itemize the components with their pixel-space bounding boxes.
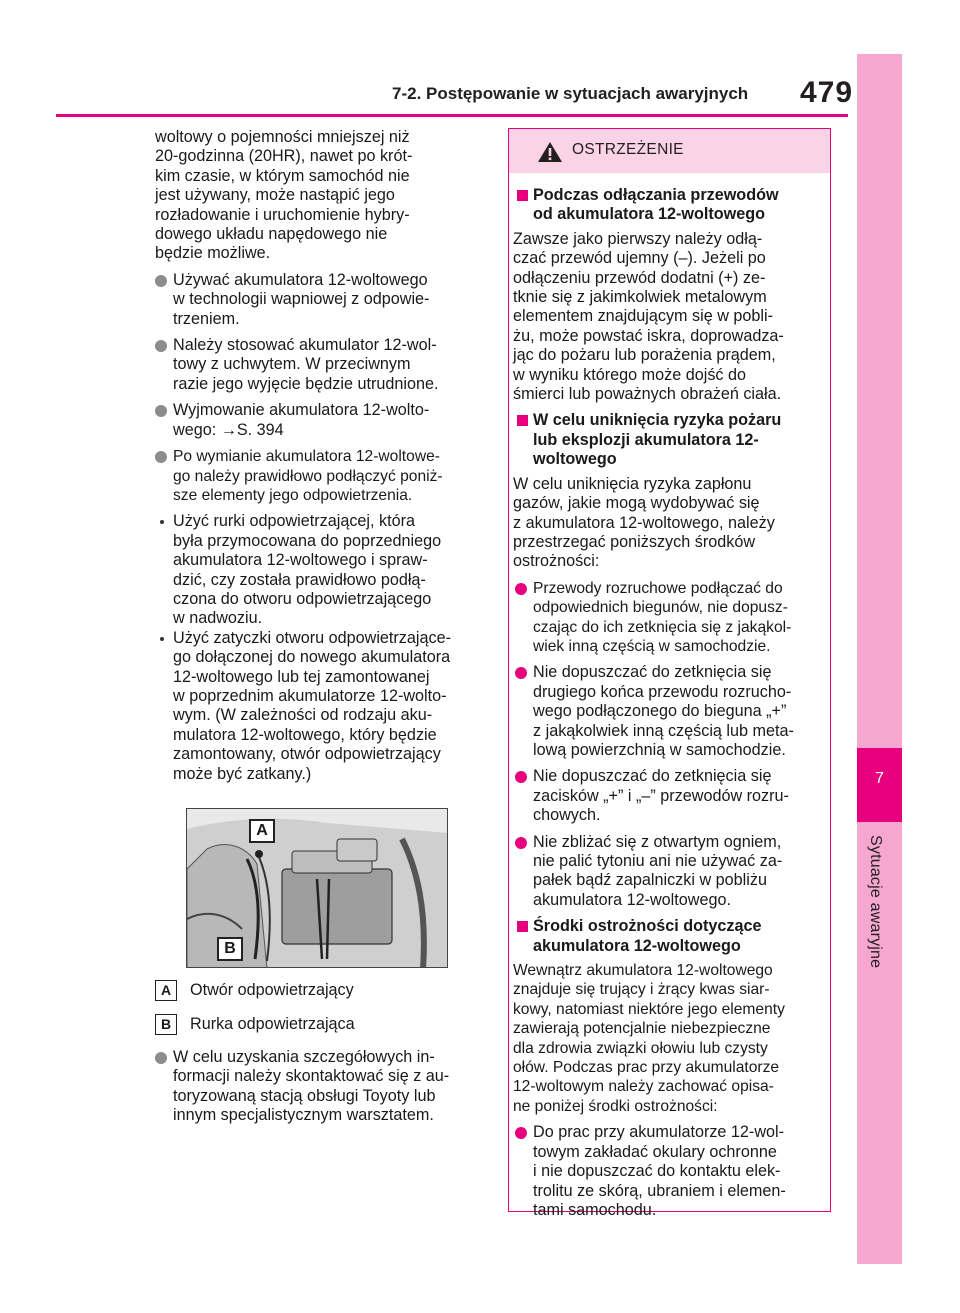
text-line: czona do otworu odpowietrzającego (173, 589, 432, 608)
text-line: zacisków „+” i „–” przewodów rozru- (533, 786, 789, 805)
text-line: Zawsze jako pierwszy należy odłą- (513, 229, 763, 248)
warning-paragraph (513, 961, 826, 1116)
sub-bullet-item (155, 512, 480, 628)
small-bullet-icon (160, 637, 164, 641)
text-line: trzeniem. (173, 309, 240, 328)
text-line: w nadwoziu. (173, 609, 263, 628)
warning-body (509, 173, 830, 1220)
bullet-dot-icon (155, 275, 167, 287)
text-line: 12-woltowego lub tej zamontowanej (173, 667, 430, 686)
text-line: W celu uniknięcia ryzyka zapłonu (513, 474, 752, 493)
warning-bullet (513, 767, 826, 825)
warning-bullet (513, 833, 826, 911)
text-line: go należy prawidłowo podłączyć poniż- (173, 467, 443, 485)
text-line: może być zatkany.) (173, 764, 312, 783)
text-line: ołów. Podczas prac przy akumulatorze (513, 1059, 780, 1077)
text-line: czać przewód ujemny (–). Jeżeli po (513, 249, 766, 268)
bullet-item (155, 401, 480, 440)
warning-triangle-icon (537, 141, 563, 163)
left-column (155, 128, 480, 1133)
text-line: toryzowaną stacją obsługi Toyoty lub (173, 1086, 436, 1105)
text-line: Nie dopuszczać do zetknięcia się (533, 767, 772, 786)
text-line: Użyć rurki odpowietrzającej, która (173, 512, 415, 531)
text-line: W celu uniknięcia ryzyka pożaru (533, 411, 782, 430)
text-line: dowego układu napędowego nie (155, 225, 388, 244)
bullet-dot-icon (155, 405, 167, 417)
section-square-icon (517, 921, 528, 932)
text-line: odpowiednich biegunów, nie dopusz- (533, 599, 788, 617)
text-line: lową powierzchnią w samochodzie. (533, 740, 786, 759)
header-rule (56, 114, 848, 117)
bullet-item (155, 447, 480, 505)
text-line: wym. (W zależności od rodzaju aku- (173, 706, 433, 725)
callout-label-a: A (249, 819, 275, 843)
text-line: akumulatora 12-woltowego. (533, 890, 731, 909)
text-line: akumulatora 12-woltowego i spraw- (173, 551, 428, 570)
cross-reference-link[interactable]: wego: →S. 394 (173, 420, 284, 439)
section-square-icon (517, 415, 528, 426)
legend-item (155, 1014, 480, 1038)
legend-item (155, 980, 480, 1004)
warning-bullet (513, 663, 826, 760)
warning-section-heading (513, 917, 826, 956)
text-line: trolitu ze skórą, ubraniem i elemen- (533, 1181, 786, 1200)
text-line: sze elementy jego odpowietrzenia. (173, 486, 413, 504)
text-line: Wyjmowanie akumulatora 12-wolto- (173, 401, 430, 420)
text-line: czając do ich zetknięcia się z jakąkol- (533, 618, 792, 636)
intro-paragraph (155, 128, 480, 264)
text-line: elementem znajdującym się w pobli- (513, 307, 774, 326)
text-line: odłączeniu przewód dodatni (+) ze- (513, 268, 766, 287)
warning-section-heading (513, 186, 826, 225)
text-line: akumulatora 12-woltowego (533, 936, 741, 955)
text-line: kim czasie, w którym samochód nie (155, 166, 410, 185)
text-line: Użyć zatyczki otworu odpowietrzające- (173, 628, 451, 647)
text-line: jąc do pożaru lub porażenia prądem, (513, 346, 776, 365)
section-title: 7-2. Postępowanie w sytuacjach awaryjnych (392, 84, 749, 103)
legend-text: Rurka odpowietrzająca (190, 1015, 355, 1033)
text-line: go dołączonej do nowego akumulatora (173, 648, 451, 667)
text-line: będzie możliwe. (155, 244, 271, 263)
text-line: od akumulatora 12-woltowego (533, 205, 766, 224)
text-line: mulatora 12-woltowego, który będzie (173, 725, 437, 744)
bullet-item (155, 1048, 480, 1126)
chapter-tab-strip (857, 54, 902, 1264)
text-line: tami samochodu. (533, 1200, 657, 1219)
text-line: zawierają potencjalnie niebezpieczne (513, 1020, 771, 1038)
bullet-dot-icon (155, 451, 167, 463)
text-line: towy z uchwytem. W przeciwnym (173, 355, 411, 374)
legend-key: B (155, 1014, 177, 1035)
text-line: Środki ostrożności dotyczące (533, 917, 762, 936)
text-line: Należy stosować akumulator 12-wol- (173, 336, 437, 355)
warning-header (509, 129, 830, 173)
text-line: Do prac przy akumulatorze 12-wol- (533, 1123, 785, 1142)
text-line: woltowego (533, 450, 617, 469)
bullet-dot-icon (515, 583, 527, 595)
text-line: śmierci lub poważnych obrażeń ciała. (513, 385, 782, 404)
warning-bullet (513, 579, 826, 657)
warning-section-heading (513, 411, 826, 469)
text-line: W celu uzyskania szczegółowych in- (173, 1048, 435, 1066)
text-line: tknie się z jakimkolwiek metalowym (513, 288, 767, 307)
bullet-item (155, 336, 480, 394)
text-line: kowy, natomiast niektóre jego elementy (513, 1000, 785, 1018)
warning-paragraph (513, 475, 826, 572)
text-line: z jakąkolwiek inną częścią lub meta- (533, 721, 794, 740)
text-line: zamontowany, otwór odpowietrzający (173, 745, 441, 764)
text-line: znajduje się trujący i żrący kwas siar- (513, 981, 770, 999)
chapter-number: 7 (875, 770, 884, 787)
text-line: chowych. (533, 806, 601, 825)
text-line: w technologii wapniowej z odpowie- (173, 290, 430, 309)
warning-paragraph (513, 230, 826, 405)
section-square-icon (517, 190, 528, 201)
text-line: w wyniku którego może dojść do (513, 365, 747, 384)
bullet-dot-icon (155, 340, 167, 352)
text-line: Wewnątrz akumulatora 12-woltowego (513, 962, 773, 980)
text-line: Po wymianie akumulatora 12-woltowe- (173, 448, 440, 466)
text-line: gazów, jakie mogą wydobywać się (513, 494, 760, 513)
warning-bullet (513, 1123, 826, 1220)
bullet-dot-icon (515, 771, 527, 783)
text-line: dla zdrowia związki ołowiu lub czysty (513, 1039, 768, 1057)
text-line: formacji należy skontaktować się z au- (173, 1067, 450, 1086)
warning-box (508, 128, 831, 1219)
legend-key: A (155, 980, 177, 1001)
text-line: 12-woltowym należy zachować opisa- (513, 1078, 774, 1096)
text-line: woltowy o pojemności mniejszej niż (155, 128, 410, 146)
text-line: towym zakładać okulary ochronne (533, 1142, 777, 1161)
bullet-dot-icon (515, 837, 527, 849)
text-line: była przymocowana do poprzedniego (173, 531, 442, 550)
text-line: razie jego wyjęcie będzie utrudnione. (173, 374, 439, 393)
text-line: wiek inną częścią w samochodzie. (533, 637, 771, 655)
text-line: wego podłączonego do bieguna „+” (533, 702, 787, 721)
bullet-dot-icon (515, 1127, 527, 1139)
text-line: 20-godzinna (20HR), nawet po krót- (155, 147, 413, 166)
callout-label-b: B (217, 937, 243, 961)
text-line: w poprzednim akumulatorze 12-wolto- (173, 686, 447, 705)
text-line: lub eksplozji akumulatora 12- (533, 430, 759, 449)
text-line: jest używany, może nastąpić jego (155, 186, 395, 205)
bullet-dot-icon (155, 1052, 167, 1064)
text-line: Przewody rozruchowe podłączać do (533, 579, 783, 597)
text-line: ostrożności: (513, 552, 600, 571)
text-line: drugiego końca przewodu rozrucho- (533, 682, 792, 701)
page-number: 479 (800, 76, 854, 109)
text-line: Nie dopuszczać do zetknięcia się (533, 663, 772, 682)
text-line: dzić, czy została prawidłowo podłą- (173, 570, 426, 589)
legend-text: Otwór odpowietrzający (190, 981, 354, 999)
chapter-label: Sytuacje awaryjne (867, 835, 884, 969)
text-line: rozładowanie i uruchomienie hybry- (155, 205, 410, 224)
text-line: ne poniżej środki ostrożności: (513, 1097, 718, 1115)
text-line: innym specjalistycznym warsztatem. (173, 1106, 434, 1125)
sub-bullet-item (155, 629, 480, 784)
text-line: Nie zbliżać się z otwartym ogniem, (533, 832, 782, 851)
warning-title: OSTRZEŻENIE (572, 141, 684, 158)
text-line: i nie dopuszczać do kontaktu elek- (533, 1162, 781, 1181)
battery-vent-illustration (186, 808, 448, 968)
text-line: nie palić tytoniu ani nie używać za- (533, 852, 783, 870)
text-line: Używać akumulatora 12-woltowego (173, 270, 428, 289)
text-line: Podczas odłączania przewodów (533, 186, 779, 204)
text-line: żu, może powstać iskra, doprowadza- (513, 326, 784, 345)
text-line: przestrzegać poniższych środków (513, 532, 756, 551)
bullet-item (155, 271, 480, 329)
bullet-dot-icon (515, 667, 527, 679)
text-line: pałek bądź zapalniczki w pobliżu (533, 871, 767, 890)
small-bullet-icon (160, 520, 164, 524)
text-line: z akumulatora 12-woltowego, należy (513, 513, 775, 532)
